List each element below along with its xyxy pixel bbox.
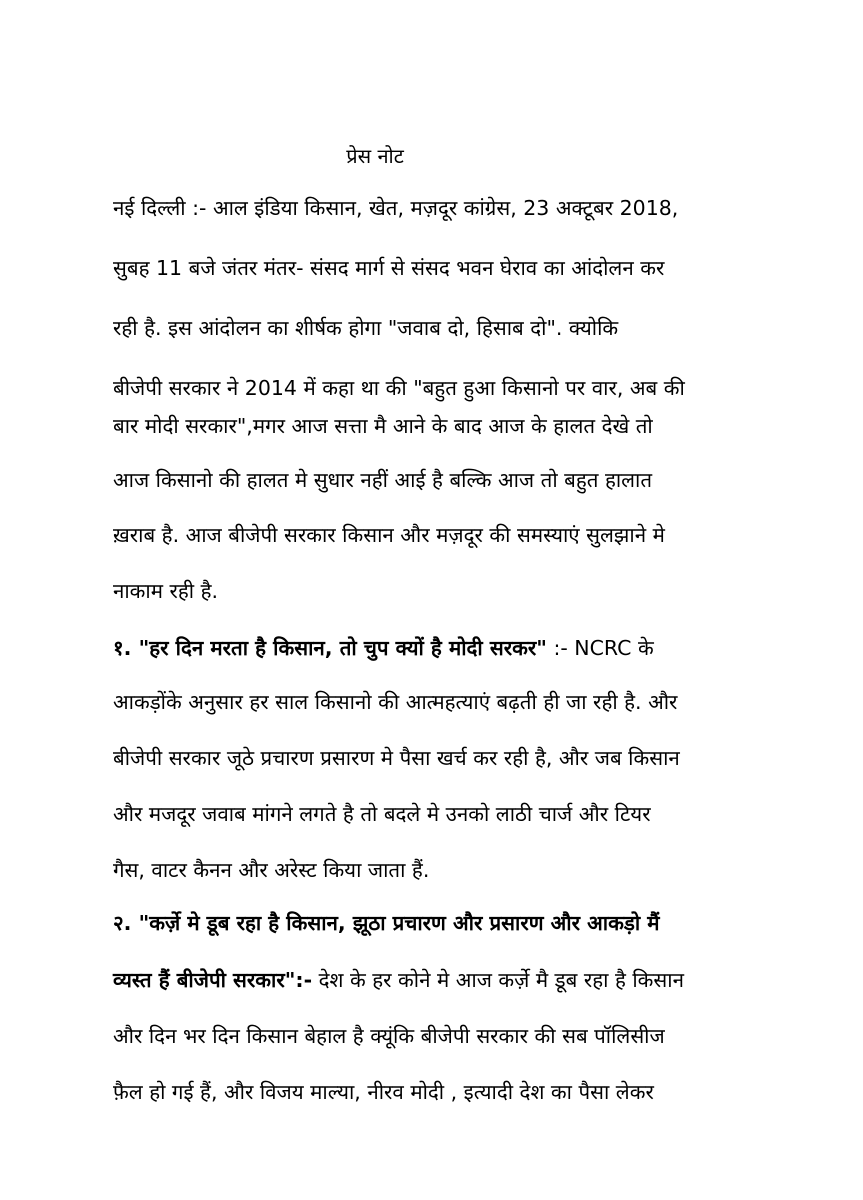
point-1-lead: :- NCRC के xyxy=(546,636,654,660)
point-1-heading: १. "हर दिन मरता है किसान, तो चुप क्यों है मोदी सरकर" xyxy=(113,636,547,660)
point-1-line xyxy=(113,630,654,666)
point-1-text-line: बीजेपी सरकार जूठे प्रचारण प्रसारण मे पैसा खर्च कर रही है, और जब किसान xyxy=(113,746,680,770)
paragraph-line: नई दिल्ली :- आल इंडिया किसान, खेत, मज़दूर कांग्रेस, 23 अक्टूबर 2018, xyxy=(113,196,679,220)
paragraph-line: सुबह 11 बजे जंतर मंतर- संसद मार्ग से संसद भवन घेराव का आंदोलन कर xyxy=(113,256,665,280)
point-2-heading: २. "कर्ज़े मे डूब रहा है किसान, झूठा प्रचारण और प्रसारण और आकड़ो मैं xyxy=(113,911,660,935)
point-1-text-line: गैस, वाटर कैनन और अरेस्ट किया जाता हैं. xyxy=(113,858,430,882)
paragraph-line: ख़राब है. आज बीजेपी सरकार किसान और मज़दूर की समस्याएं सुलझाने मे xyxy=(113,523,665,547)
paragraph-line: नाकाम रही है. xyxy=(113,579,219,603)
point-2-line xyxy=(113,962,684,998)
point-2-lead: देश के हर कोने मे आज कर्ज़े मै डूब रहा है किसान xyxy=(312,968,684,992)
paragraph-line: रही है. इस आंदोलन का शीर्षक होगा "जवाब दो, हिसाब दो". क्योकि xyxy=(113,316,619,340)
point-1-text-line: आकड़ोंके अनुसार हर साल किसानो की आत्महत्याएं बढ़ती ही जा रही है. और xyxy=(113,690,678,714)
point-2-text-line: और दिन भर दिन किसान बेहाल है क्यूंकि बीजेपी सरकार की सब पॉलिसीज xyxy=(113,1024,665,1048)
paragraph-line: बीजेपी सरकार ने 2014 में कहा था की "बहुत हुआ किसानो पर वार, अब की xyxy=(113,376,685,400)
point-2-text-line: फ़ैल हो गई हैं, और विजय माल्या, नीरव मोदी , इत्यादी देश का पैसा लेकर xyxy=(113,1080,654,1104)
paragraph-line: आज किसानो की हालत मे सुधार नहीं आई है बल्कि आज तो बहुत हालात xyxy=(113,468,653,492)
point-2-heading-end: व्यस्त हैं बीजेपी सरकार":- xyxy=(113,968,313,992)
page-title: प्रेस नोट xyxy=(346,144,404,168)
paragraph-line: बार मोदी सरकार",मगर आज सत्ता मै आने के बाद आज के हालत देखे तो xyxy=(113,414,653,438)
point-1-text-line: और मजदूर जवाब मांगने लगते है तो बदले मे उनको लाठी चार्ज और टियर xyxy=(113,802,651,826)
